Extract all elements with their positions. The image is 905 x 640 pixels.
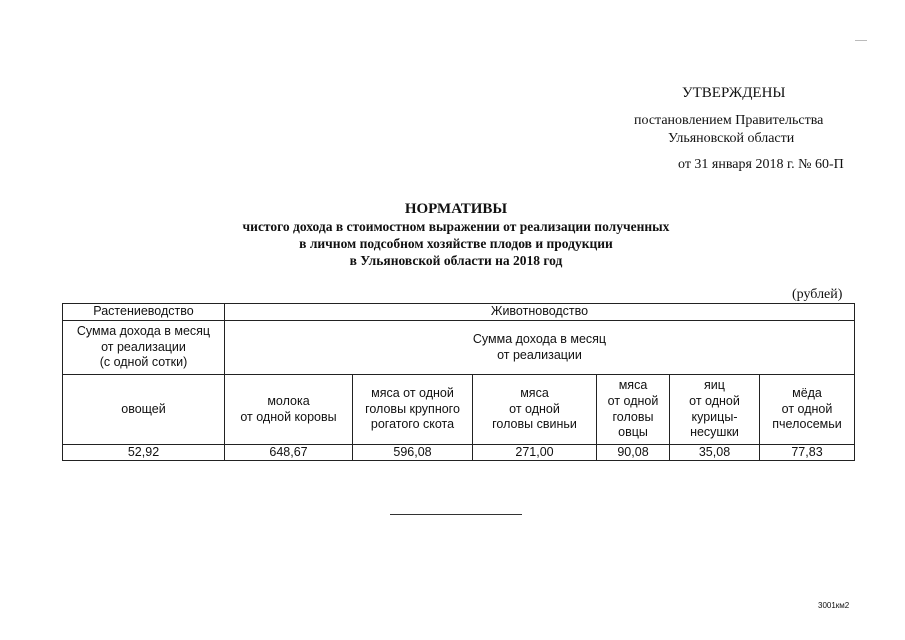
crop-subheader-line: Сумма дохода в месяц — [76, 324, 211, 339]
decree-date: от 31 января 2018 г. № 60-П — [678, 157, 844, 172]
crop-subheader-line: от реализации — [101, 339, 186, 354]
column-header-line: овощей — [121, 401, 166, 416]
column-header-line: молока — [267, 393, 310, 408]
table-row — [63, 445, 855, 461]
value-mutton: 90,08 — [597, 445, 670, 461]
crop-subheader — [63, 321, 225, 375]
column-header-line: от одной коровы — [240, 409, 337, 424]
decree-line-2: Ульяновской области — [668, 131, 795, 146]
norms-table — [62, 303, 855, 461]
column-header-line: от одной — [607, 393, 659, 408]
column-header-vegetables — [63, 375, 225, 445]
document-subtitle-line-1: чистого дохода в стоимостном выражении от реализации полученных — [242, 219, 670, 234]
value-milk: 648,67 — [225, 445, 353, 461]
column-header-line: головы свиньи — [492, 417, 577, 432]
crop-subheader-line: (с одной сотки) — [99, 355, 188, 370]
column-header-line: несушки — [690, 425, 739, 440]
column-header-line: от одной — [781, 401, 833, 416]
column-header-line: пчелосемьи — [772, 417, 842, 432]
column-header-line: головы крупного — [365, 401, 460, 416]
column-header-mutton — [597, 375, 670, 445]
column-header-cattle-meat — [353, 375, 473, 445]
document-subtitle-line-3: в Ульяновской области на 2018 год — [349, 253, 563, 268]
livestock-subheader — [225, 321, 855, 375]
column-header-eggs — [670, 375, 760, 445]
document-subtitle-line-2: в личном подсобном хозяйстве плодов и продукции — [299, 236, 613, 251]
value-eggs: 35,08 — [670, 445, 760, 461]
column-header-honey — [760, 375, 855, 445]
units-label: (рублей) — [792, 287, 843, 302]
column-header-line: мяса от одной — [371, 386, 454, 401]
document-code: 3001км2 — [818, 601, 850, 610]
livestock-subheader-line: от реализации — [497, 347, 582, 362]
header-livestock: Животноводство — [225, 304, 855, 321]
document-title: НОРМАТИВЫ — [404, 201, 508, 217]
column-header-line: головы — [612, 409, 654, 424]
column-header-line: курицы- — [691, 409, 738, 424]
value-honey: 77,83 — [760, 445, 855, 461]
livestock-subheader-line: Сумма дохода в месяц — [472, 331, 607, 346]
value-pork: 271,00 — [473, 445, 597, 461]
value-vegetables: 52,92 — [63, 445, 225, 461]
column-header-line: мяса — [520, 386, 549, 401]
column-header-line: от одной — [509, 401, 560, 416]
column-header-line: мяса — [618, 378, 648, 393]
column-header-milk — [225, 375, 353, 445]
scan-mark — [855, 40, 867, 41]
column-header-line: овцы — [618, 425, 648, 440]
column-header-line: мёда — [792, 386, 822, 401]
closing-rule — [390, 514, 522, 515]
decree-line-1: постановлением Правительства — [634, 113, 824, 128]
column-header-line: рогатого скота — [370, 417, 455, 432]
column-header-line: от одной — [689, 393, 740, 408]
column-header-line: яиц — [704, 378, 725, 393]
approved-heading: УТВЕРЖДЕНЫ — [682, 85, 786, 101]
header-crop-production: Растениеводство — [63, 304, 225, 321]
column-header-pork — [473, 375, 597, 445]
value-cattle-meat: 596,08 — [353, 445, 473, 461]
